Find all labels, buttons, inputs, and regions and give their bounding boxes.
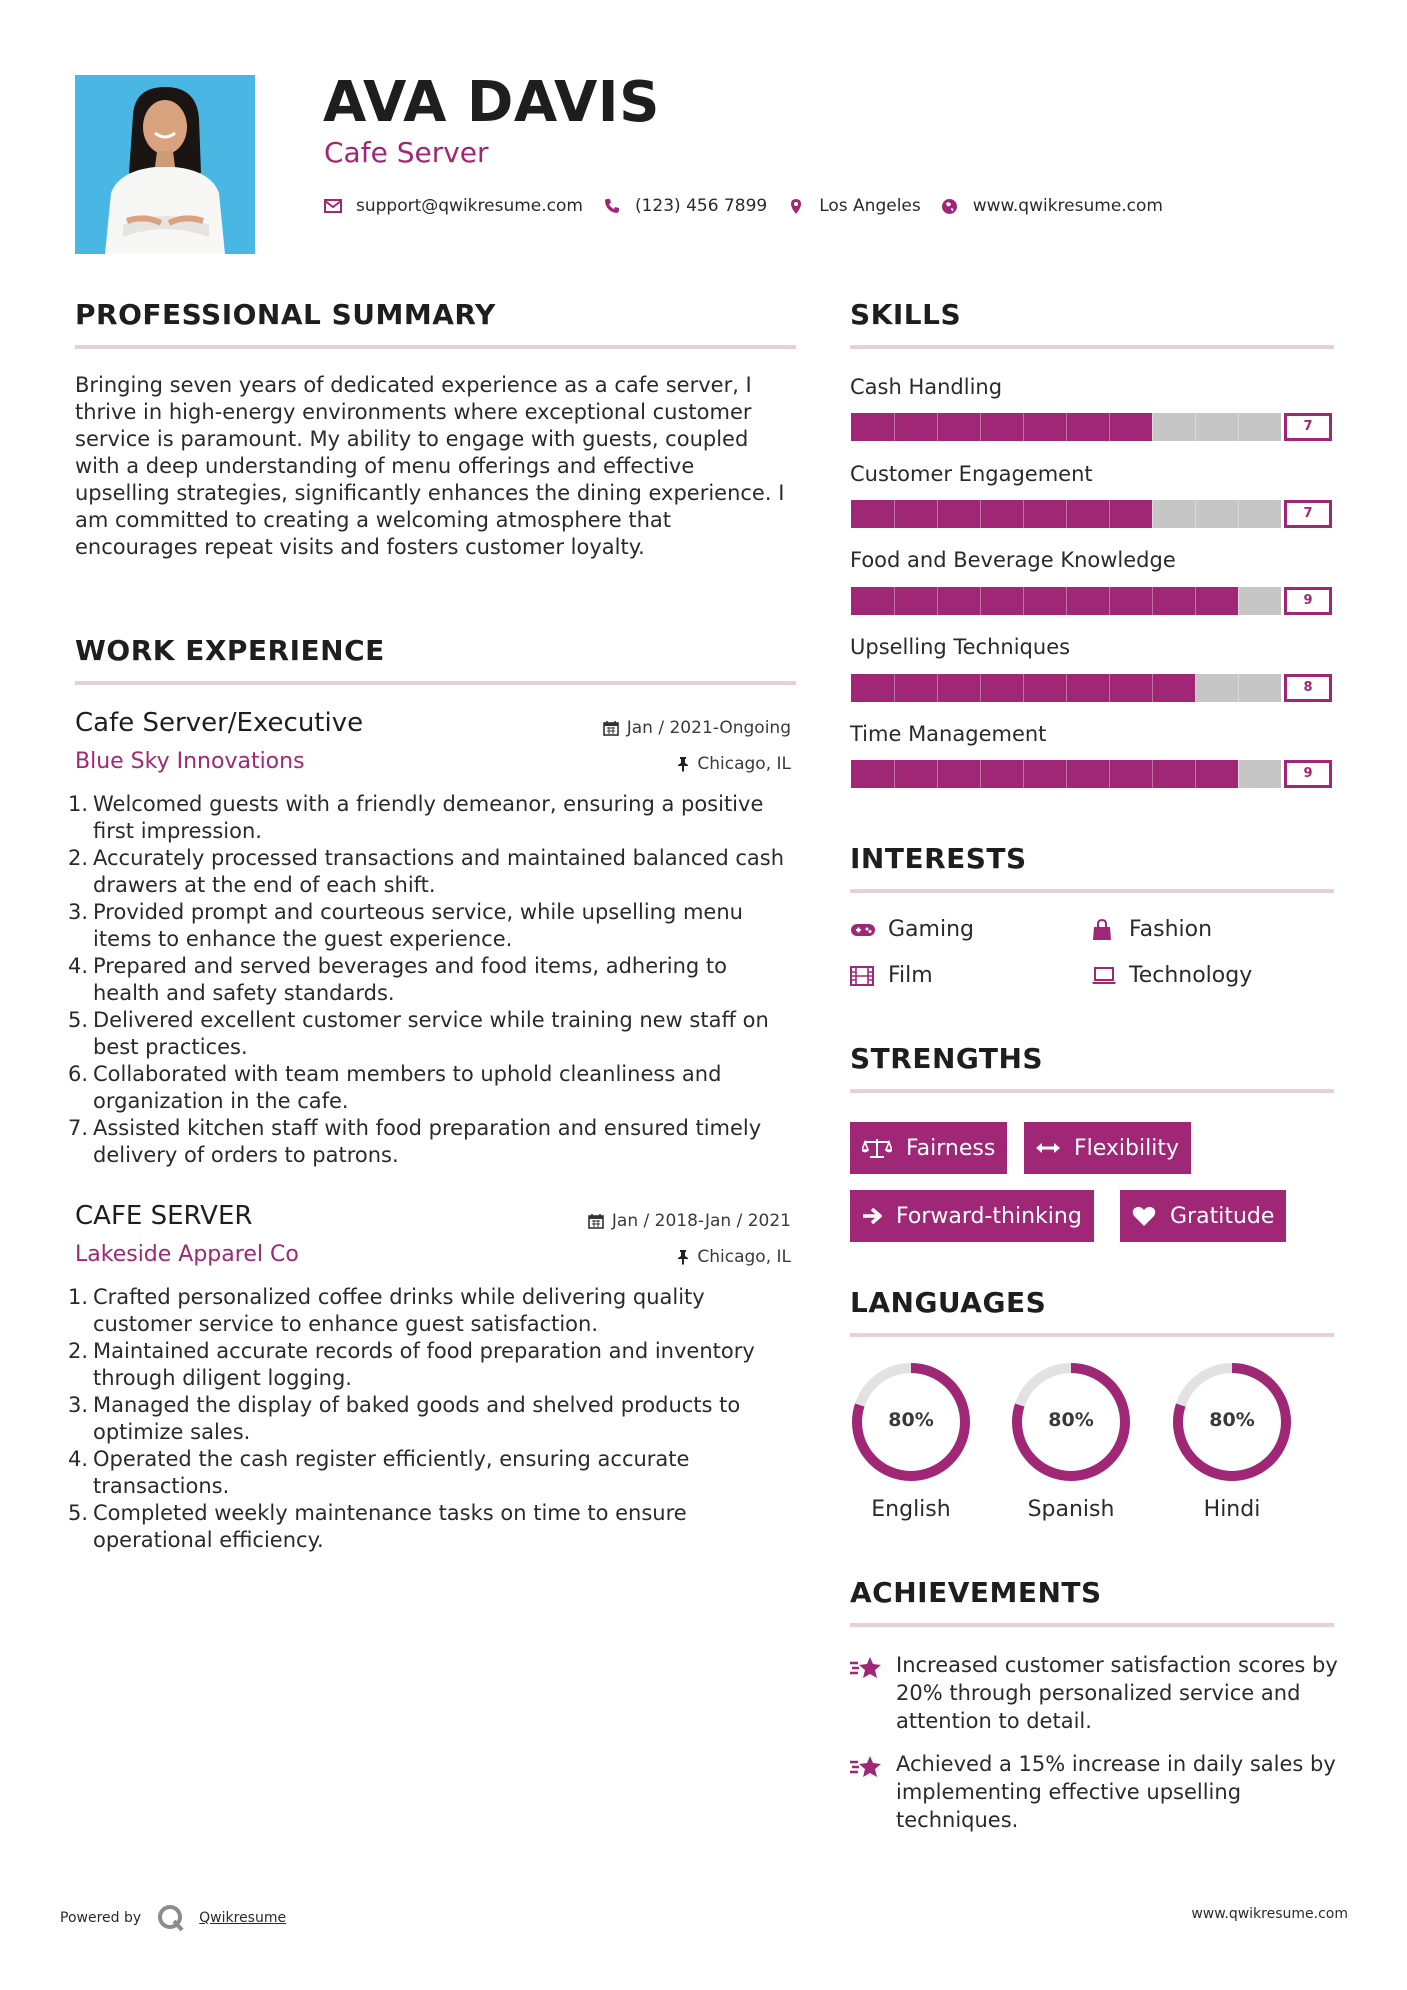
heart-icon	[1132, 1206, 1156, 1227]
interest-label: Film	[888, 963, 933, 988]
map-marker-icon	[785, 195, 807, 217]
qwikresume-logo-icon	[157, 1904, 185, 1932]
experience-divider	[75, 681, 796, 685]
achievement-item	[850, 1651, 1340, 1735]
language-name: Spanish	[1027, 1497, 1115, 1522]
skill-bar-segment	[937, 587, 938, 615]
skill-bar-segment	[1066, 674, 1067, 702]
skill-bar-segment	[980, 500, 981, 528]
job-title: CAFE SERVER	[75, 1201, 253, 1231]
shooting-star-icon	[850, 1651, 896, 1735]
job-duties-list	[66, 791, 796, 1169]
list-item: 5. Delivered excellent customer service while training new staff on best practices.	[67, 1008, 769, 1059]
skill-bar-segment	[894, 413, 895, 441]
skills-heading: SKILLS	[850, 298, 962, 331]
skill-bar-segment	[1152, 760, 1153, 788]
skill-bar-segment	[1152, 674, 1153, 702]
list-item: 4. Operated the cash register efficiently, ensuring accurate transactions.	[67, 1447, 690, 1498]
list-item: 6. Collaborated with team members to uphold cleanliness and organization in the cafe.	[67, 1062, 722, 1113]
job-location	[677, 1247, 791, 1267]
calendar-icon	[603, 720, 619, 736]
skill-bar-segment	[980, 413, 981, 441]
strength-badge	[1120, 1190, 1286, 1242]
experience-heading: WORK EXPERIENCE	[75, 634, 385, 667]
interest-item	[1091, 917, 1212, 942]
achievement-text: Achieved a 15% increase in daily sales by implementing effective upselling techniques.	[896, 1752, 1336, 1832]
list-item: 7. Assisted kitchen staff with food preparation and ensured timely delivery of orders to patrons.	[67, 1116, 762, 1167]
strength-badge	[850, 1190, 1094, 1242]
skill-bar-segment	[937, 674, 938, 702]
skill-bar-segment	[1195, 674, 1196, 702]
skill-bar-segment	[1023, 760, 1024, 788]
skill-bar-segment	[1066, 587, 1067, 615]
job-location-text: Chicago, IL	[697, 754, 791, 774]
job-company: Blue Sky Innovations	[75, 749, 305, 774]
strength-label: Fairness	[906, 1135, 996, 1161]
skill-bar-segment	[894, 587, 895, 615]
skill-level: 7	[1284, 413, 1332, 441]
skill-bar-segment	[1109, 674, 1110, 702]
skill-bar-segment	[894, 500, 895, 528]
skill-level: 9	[1284, 760, 1332, 788]
language-name: Hindi	[1203, 1497, 1261, 1522]
job-date-text: Jan / 2018-Jan / 2021	[611, 1211, 791, 1231]
skill-level: 7	[1284, 500, 1332, 528]
contact-email-text: support@qwikresume.com	[356, 196, 583, 216]
laptop-icon	[1091, 965, 1117, 987]
skill-bar-segment	[1238, 500, 1239, 528]
skill-name: Cash Handling	[850, 375, 1003, 399]
phone-icon	[601, 195, 623, 217]
strength-badge	[1024, 1122, 1191, 1174]
strengths-heading: STRENGTHS	[850, 1042, 1044, 1075]
contact-email[interactable]	[322, 195, 583, 217]
achievement-item	[850, 1750, 1340, 1834]
list-item: 4. Prepared and served beverages and food items, adhering to health and safety standards.	[67, 954, 727, 1005]
skill-bar-segment	[1238, 760, 1239, 788]
powered-by-text: Powered by	[60, 1910, 142, 1926]
job-company: Lakeside Apparel Co	[75, 1242, 299, 1267]
achievements-heading: ACHIEVEMENTS	[850, 1576, 1102, 1609]
skill-bar-segment	[1066, 500, 1067, 528]
list-item: 5. Completed weekly maintenance tasks on time to ensure operational efficiency.	[67, 1501, 687, 1552]
pin-icon	[677, 1249, 689, 1265]
interest-label: Technology	[1129, 963, 1253, 988]
skill-bar-segment	[1195, 760, 1196, 788]
skill-bar-segment	[1109, 760, 1110, 788]
footer-powered-by	[60, 1904, 286, 1932]
skill-bar	[851, 674, 1281, 702]
skill-bar-segment	[1023, 674, 1024, 702]
skill-bar-fill	[851, 760, 1238, 788]
contact-location	[785, 195, 921, 217]
strength-label: Flexibility	[1074, 1135, 1179, 1161]
interest-item	[850, 917, 974, 942]
skill-bar-segment	[1195, 500, 1196, 528]
gamepad-icon	[850, 919, 876, 941]
skill-bar-segment	[1023, 587, 1024, 615]
skill-bar-segment	[1066, 413, 1067, 441]
skill-bar-segment	[894, 760, 895, 788]
list-item: 3. Managed the display of baked goods and shelved products to optimize sales.	[67, 1393, 741, 1444]
language-percent: 80%	[888, 1409, 934, 1431]
list-item: 2. Maintained accurate records of food preparation and inventory through diligent logging.	[67, 1339, 755, 1390]
skill-name: Food and Beverage Knowledge	[850, 548, 1176, 572]
skill-bar-segment	[1195, 587, 1196, 615]
skill-bar-segment	[980, 760, 981, 788]
skill-bar-segment	[1066, 760, 1067, 788]
languages-divider	[850, 1333, 1334, 1337]
skill-bar-segment	[980, 587, 981, 615]
skill-bar-segment	[1152, 413, 1153, 441]
skill-bar-segment	[937, 500, 938, 528]
summary-text: Bringing seven years of dedicated experience as a cafe server, I thrive in high-energy environments where exceptional customer service is paramount. My ability to engage with guests, coupled with a deep understanding of menu offerings and effective upselling strategies, significantly enhances the dining experience. I am committed to creating a welcoming atmosphere that encourages repeat visits and fosters customer loyalty.	[75, 373, 785, 559]
skill-bar-segment	[1109, 413, 1110, 441]
skill-bar-segment	[1238, 587, 1239, 615]
contact-phone[interactable]	[601, 195, 767, 217]
skills-divider	[850, 345, 1334, 349]
skill-bar-segment	[937, 413, 938, 441]
list-item: 3. Provided prompt and courteous service, while upselling menu items to enhance the guest experience.	[67, 900, 743, 951]
contact-website[interactable]	[939, 195, 1163, 217]
skill-bar	[851, 587, 1281, 615]
strength-badge	[850, 1122, 1007, 1174]
contact-phone-text: (123) 456 7899	[634, 196, 768, 216]
interest-label: Fashion	[1129, 917, 1213, 942]
interests-heading: INTERESTS	[850, 842, 1027, 875]
job-location-text: Chicago, IL	[697, 1247, 791, 1267]
contact-location-text: Los Angeles	[819, 196, 921, 216]
skill-bar-segment	[1109, 500, 1110, 528]
skill-bar-segment	[894, 674, 895, 702]
candidate-name: AVA DAVIS	[323, 70, 660, 135]
interest-item	[1091, 963, 1252, 988]
calendar-icon	[588, 1213, 604, 1229]
footer-url[interactable]: www.qwikresume.com	[1191, 1906, 1348, 1922]
strengths-divider	[850, 1089, 1334, 1093]
summary-divider	[75, 345, 796, 349]
job-date	[588, 1211, 791, 1231]
skill-level: 9	[1284, 587, 1332, 615]
list-item: 1. Crafted personalized coffee drinks while delivering quality customer service to enhance guest satisfaction.	[67, 1285, 705, 1336]
envelope-icon	[322, 195, 344, 217]
skill-bar-fill	[851, 413, 1152, 441]
strength-label: Gratitude	[1170, 1203, 1275, 1229]
interests-divider	[850, 889, 1334, 893]
skill-bar-fill	[851, 500, 1152, 528]
list-item: 2. Accurately processed transactions and maintained balanced cash drawers at the end of each shift.	[67, 846, 785, 897]
achievement-text: Increased customer satisfaction scores by 20% through personalized service and attention to detail.	[896, 1653, 1338, 1733]
skill-name: Time Management	[850, 722, 1047, 746]
profile-photo	[75, 75, 255, 254]
summary-heading: PROFESSIONAL SUMMARY	[75, 298, 496, 331]
skill-bar-segment	[1238, 674, 1239, 702]
achievements-divider	[850, 1623, 1334, 1627]
job-location	[677, 754, 791, 774]
language-name: English	[871, 1497, 951, 1522]
skill-level: 8	[1284, 674, 1332, 702]
skill-bar-segment	[1152, 500, 1153, 528]
pin-icon	[677, 756, 689, 772]
qwikresume-link[interactable]: Qwikresume	[199, 1910, 287, 1926]
interest-item	[850, 963, 933, 988]
skill-bar	[851, 760, 1281, 788]
skill-bar-fill	[851, 587, 1238, 615]
film-icon	[850, 965, 876, 987]
skill-bar-segment	[1152, 587, 1153, 615]
job-title: Cafe Server/Executive	[75, 708, 364, 738]
shopping-bag-icon	[1091, 919, 1117, 941]
contact-bar	[322, 194, 1181, 218]
skill-bar-segment	[1238, 413, 1239, 441]
languages-heading: LANGUAGES	[850, 1286, 1047, 1319]
balance-scale-icon	[862, 1137, 892, 1159]
job-date	[603, 718, 791, 738]
shooting-star-icon	[850, 1750, 896, 1834]
contact-website-text: www.qwikresume.com	[972, 196, 1163, 216]
job-duties-list	[66, 1284, 796, 1554]
skill-bar-segment	[1023, 500, 1024, 528]
language-percent: 80%	[1209, 1409, 1255, 1431]
arrow-right-icon	[862, 1207, 882, 1225]
job-date-text: Jan / 2021-Ongoing	[626, 718, 791, 738]
list-item: 1. Welcomed guests with a friendly demeanor, ensuring a positive first impression.	[67, 792, 764, 843]
skill-bar-segment	[1023, 413, 1024, 441]
language-percent: 80%	[1048, 1409, 1094, 1431]
interest-label: Gaming	[888, 917, 974, 942]
skill-bar-segment	[1109, 587, 1110, 615]
skill-bar	[851, 500, 1281, 528]
skill-bar-segment	[937, 760, 938, 788]
skill-name: Customer Engagement	[850, 462, 1093, 486]
strength-label: Forward-thinking	[896, 1203, 1082, 1229]
skill-bar-segment	[1195, 413, 1196, 441]
skill-name: Upselling Techniques	[850, 635, 1071, 659]
skill-bar	[851, 413, 1281, 441]
arrows-horizontal-icon	[1036, 1141, 1060, 1155]
skill-bar-segment	[980, 674, 981, 702]
globe-icon	[939, 195, 961, 217]
candidate-title: Cafe Server	[324, 136, 489, 169]
